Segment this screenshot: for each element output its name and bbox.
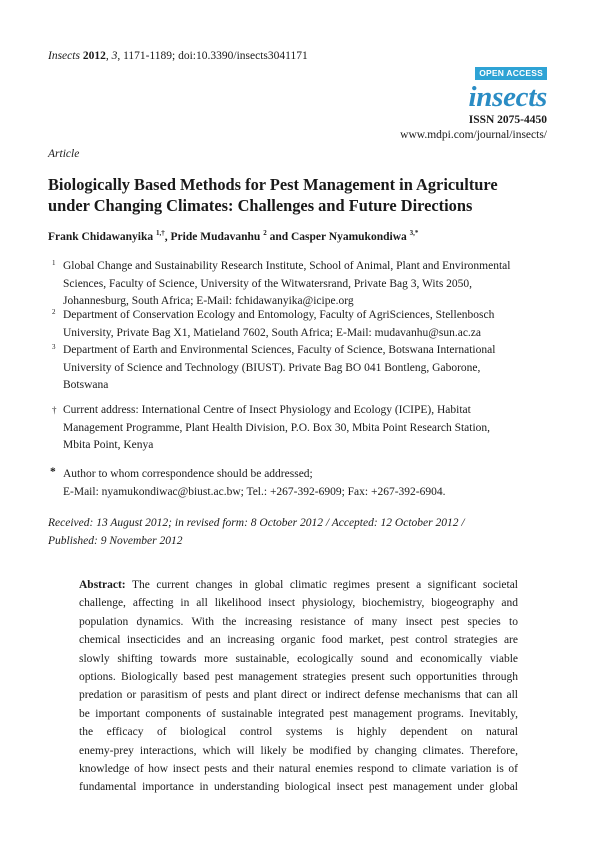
dates-line-2: Published: 9 November 2012 xyxy=(48,535,183,547)
affiliation-mark: 1 xyxy=(52,259,56,267)
current-address xyxy=(63,402,543,455)
corresponding-author-mark: * xyxy=(50,466,56,478)
article-title xyxy=(48,174,558,216)
affiliation-line: Management Programme, Plant Health Division, P.O. Box 30, Mbita Point Research Station, xyxy=(63,421,491,434)
citation-year: 2012 xyxy=(82,50,106,62)
abstract-label: Abstract: xyxy=(79,579,126,591)
citation-volume: 3 xyxy=(111,50,118,62)
journal-short-name: Insects xyxy=(48,50,80,62)
affiliation-line: Mbita Point, Kenya xyxy=(63,439,154,452)
abstract-line: fundamental importance in understanding biological insect pest management under global xyxy=(79,781,518,794)
affiliation-3 xyxy=(63,342,543,395)
abstract-line: be important components of sustainable integrated pest management programs. Inevitably, xyxy=(79,707,518,720)
affiliation-1 xyxy=(63,258,543,311)
abstract-line xyxy=(79,576,518,594)
open-access-badge: OPEN ACCESS xyxy=(475,67,547,80)
corresponding-author xyxy=(63,466,543,501)
article-type: Article xyxy=(48,148,80,160)
affiliation-line: University of Science and Technology (BIUST). Private Bag BO 041 Bontleng, Gaborone, xyxy=(63,361,481,374)
abstract-line: predation or parasitism of pests and plant direct or indirect defense mechanisms that can all xyxy=(79,689,518,702)
affiliation-mark: 2 xyxy=(52,308,56,316)
affiliation-line: E-Mail: nyamukondiwac@biust.ac.bw; Tel.: +267-392-6909; Fax: +267-392-6904. xyxy=(63,485,446,498)
issn: ISSN 2075-4450 xyxy=(468,114,547,126)
abstract-line: enemy-prey interactions, which will likely be modified by changing climates. Therefore, xyxy=(79,744,518,757)
citation-pages-doi: , 1171-1189; doi:10.3390/insects3041171 xyxy=(117,50,308,62)
abstract xyxy=(79,576,518,797)
abstract-line: population dynamics. With the increasing resistance of many insect pest species to xyxy=(79,615,518,628)
author-name: , Pride Mudavanhu xyxy=(164,231,264,243)
author-affiliation-mark: 1,† xyxy=(156,229,165,237)
affiliation-line: Johannesburg, South Africa; E-Mail: fchidawanyika@icipe.org xyxy=(63,295,354,308)
affiliation-line: Department of Conservation Ecology and Entomology, Faculty of AgriSciences, Stellenbosch xyxy=(63,309,495,321)
journal-url[interactable]: www.mdpi.com/journal/insects/ xyxy=(400,129,547,141)
author-name: and Casper Nyamukondiwa xyxy=(266,231,410,243)
abstract-line: knowledge of how insect pests and their natural enemies respond to climate variation is of xyxy=(79,763,518,776)
abstract-line: challenge, affecting in all likelihood insect physiology, biochemistry, biogeography and xyxy=(79,597,518,610)
author-affiliation-mark: 2 xyxy=(263,229,267,237)
affiliation-line: Author to whom correspondence should be addressed; xyxy=(63,468,313,480)
abstract-line: slowly shifting towards more sustainable, ecologically sound and economically viable xyxy=(79,652,518,665)
dates-line-1: Received: 13 August 2012; in revised form: 8 October 2012 / Accepted: 12 October 2012 / xyxy=(48,517,465,529)
author-affiliation-mark: 3,* xyxy=(409,229,419,237)
affiliation-line: University, Private Bag X1, Matieland 7602, South Africa; E-Mail: mudavanhu@sun.ac.za xyxy=(63,326,482,339)
title-line-2: under Changing Climates: Challenges and Future Directions xyxy=(48,196,473,215)
affiliation-line: Current address: International Centre of Insect Physiology and Ecology (ICIPE), Habitat xyxy=(63,404,471,416)
affiliation-line: Global Change and Sustainability Research Institute, School of Animal, Plant and Environmental xyxy=(63,260,511,272)
affiliation-line: Botswana xyxy=(63,379,109,392)
current-address-mark: † xyxy=(52,405,57,415)
abstract-line: options. Biologically based pest management strategies present such opportunities through xyxy=(79,671,518,684)
abstract-line: the efficacy of biological control systems is highly dependent on natural xyxy=(79,726,518,739)
author-name: Frank Chidawanyika xyxy=(48,231,157,243)
affiliation-mark: 3 xyxy=(52,343,56,351)
author-list xyxy=(48,229,418,243)
publication-dates xyxy=(48,514,465,550)
affiliation-line: Department of Earth and Environmental Sciences, Faculty of Science, Botswana International xyxy=(63,344,496,356)
title-line-1: Biologically Based Methods for Pest Management in Agriculture xyxy=(48,175,498,194)
affiliation-line: Sciences, Faculty of Science, University of the Witwatersrand, Private Bag 3, Wits 2050, xyxy=(63,277,473,290)
abstract-line: chemical insecticides and an increasing organic food market, pest control strategies are xyxy=(79,634,518,647)
journal-citation: Insects 2012, 3, 1171-1189; doi:10.3390/insects3041171 xyxy=(48,50,308,62)
journal-logo: insects xyxy=(468,81,547,113)
abstract-line-text: The current changes in global climatic regimes present a significant societal xyxy=(125,579,518,591)
affiliation-2 xyxy=(63,307,543,342)
